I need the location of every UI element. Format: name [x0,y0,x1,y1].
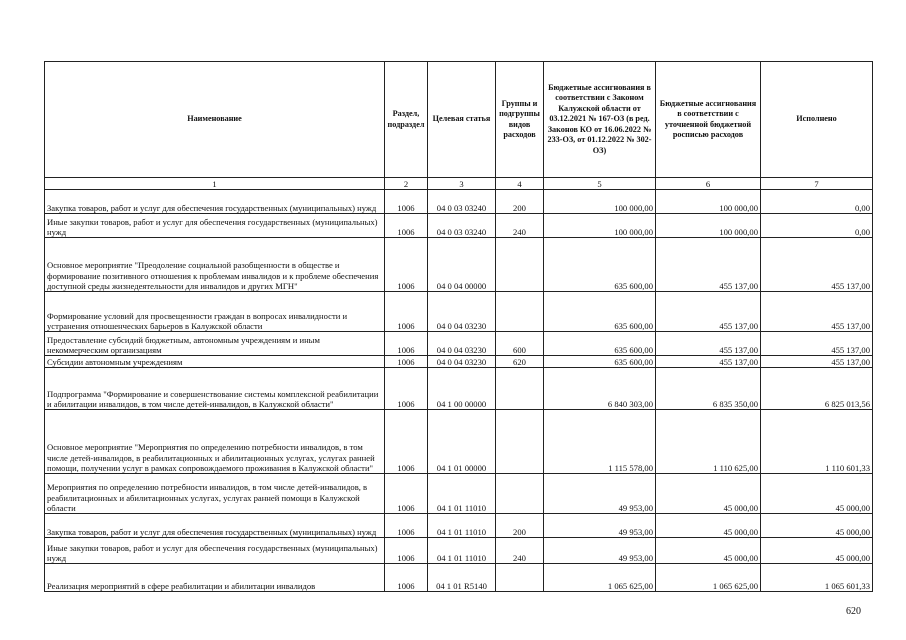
row-executed: 45 000,00 [761,474,873,514]
row-law-allocation: 49 953,00 [544,538,656,564]
row-group [496,238,544,292]
row-group [496,292,544,332]
row-law-allocation: 635 600,00 [544,238,656,292]
row-article: 04 0 04 00000 [428,238,496,292]
row-group: 620 [496,356,544,368]
row-executed: 1 065 601,33 [761,564,873,592]
row-group [496,410,544,474]
row-name: Субсидии автономным учреждениям [45,356,385,368]
row-section: 1006 [385,514,428,538]
row-executed: 455 137,00 [761,292,873,332]
row-name: Формирование условий для просвещенности граждан в вопросах инвалидности и устранения отношенческих барьеров в Калужской области [45,292,385,332]
row-article: 04 1 01 11010 [428,538,496,564]
row-group: 240 [496,538,544,564]
row-refined-allocation: 455 137,00 [656,356,761,368]
row-name: Иные закупки товаров, работ и услуг для обеспечения государственных (муниципальных) нужд [45,538,385,564]
header-executed: Исполнено [761,62,873,178]
row-section: 1006 [385,356,428,368]
row-section: 1006 [385,564,428,592]
column-number: 6 [656,178,761,190]
table-row [45,538,873,564]
row-section: 1006 [385,292,428,332]
row-refined-allocation: 100 000,00 [656,190,761,214]
row-group: 200 [496,514,544,538]
row-law-allocation: 635 600,00 [544,332,656,356]
header-group: Группы и подгруппы видов расходов [496,62,544,178]
row-section: 1006 [385,538,428,564]
row-name: Закупка товаров, работ и услуг для обеспечения государственных (муниципальных) нужд [45,514,385,538]
column-number: 4 [496,178,544,190]
row-section: 1006 [385,190,428,214]
row-refined-allocation: 455 137,00 [656,238,761,292]
header-row [45,62,873,178]
row-section: 1006 [385,410,428,474]
row-law-allocation: 635 600,00 [544,356,656,368]
row-section: 1006 [385,474,428,514]
header-article: Целевая статья [428,62,496,178]
table-row [45,564,873,592]
row-article: 04 0 04 03230 [428,292,496,332]
row-article: 04 0 04 03230 [428,332,496,356]
row-article: 04 0 04 03230 [428,356,496,368]
header-name: Наименование [45,62,385,178]
table-row [45,214,873,238]
row-article: 04 1 01 11010 [428,474,496,514]
row-refined-allocation: 45 000,00 [656,474,761,514]
page-number: 620 [846,606,861,617]
row-executed: 455 137,00 [761,332,873,356]
row-refined-allocation: 45 000,00 [656,514,761,538]
column-number: 7 [761,178,873,190]
row-law-allocation: 100 000,00 [544,214,656,238]
row-name: Основное мероприятие "Преодоление социальной разобщенности в обществе и формирование позитивного отношения к проблемам инвалидов и к проблеме обеспечения доступной среды жизнедеятельности для инвалидов и других МГН" [45,238,385,292]
row-name: Мероприятия по определению потребности инвалидов, в том числе детей-инвалидов, в реабилитационных и абилитационных услугах, услугах ранней помощи в Калужской области [45,474,385,514]
budget-table [44,61,873,592]
table-row [45,238,873,292]
row-section: 1006 [385,238,428,292]
row-refined-allocation: 6 835 350,00 [656,368,761,410]
header-refined-allocation: Бюджетные ассигнования в соответствии с уточненной бюджетной росписью расходов [656,62,761,178]
column-number-row [45,178,873,190]
row-name: Закупка товаров, работ и услуг для обеспечения государственных (муниципальных) нужд [45,190,385,214]
row-article: 04 1 00 00000 [428,368,496,410]
table-row [45,292,873,332]
column-number: 2 [385,178,428,190]
row-name: Предоставление субсидий бюджетным, автономным учреждениям и иным некоммерческим организациям [45,332,385,356]
row-group [496,368,544,410]
row-refined-allocation: 1 110 625,00 [656,410,761,474]
row-executed: 1 110 601,33 [761,410,873,474]
table-row [45,410,873,474]
column-number: 5 [544,178,656,190]
row-law-allocation: 49 953,00 [544,514,656,538]
table-row [45,368,873,410]
row-executed: 45 000,00 [761,538,873,564]
header-law-allocation: Бюджетные ассигнования в соответствии с Законом Калужской области от 03.12.2021 № 167-ОЗ (в ред. Законов КО от 16.06.2022 № 233-ОЗ, от 01.12.2022 № 302-ОЗ) [544,62,656,178]
row-law-allocation: 1 065 625,00 [544,564,656,592]
column-number: 3 [428,178,496,190]
row-group: 240 [496,214,544,238]
row-article: 04 1 01 00000 [428,410,496,474]
row-article: 04 1 01 R5140 [428,564,496,592]
row-executed: 455 137,00 [761,356,873,368]
table-row [45,332,873,356]
row-refined-allocation: 1 065 625,00 [656,564,761,592]
row-group: 600 [496,332,544,356]
row-article: 04 0 03 03240 [428,190,496,214]
row-law-allocation: 635 600,00 [544,292,656,332]
row-executed: 6 825 013,56 [761,368,873,410]
row-executed: 45 000,00 [761,514,873,538]
row-law-allocation: 100 000,00 [544,190,656,214]
table-row [45,190,873,214]
row-executed: 455 137,00 [761,238,873,292]
row-name: Реализация мероприятий в сфере реабилитации и абилитации инвалидов [45,564,385,592]
row-article: 04 1 01 11010 [428,514,496,538]
row-law-allocation: 49 953,00 [544,474,656,514]
row-section: 1006 [385,368,428,410]
row-name: Подпрограмма "Формирование и совершенствование системы комплексной реабилитации и абилитации инвалидов, в том числе детей-инвалидов, в Калужской области" [45,368,385,410]
row-group: 200 [496,190,544,214]
row-law-allocation: 1 115 578,00 [544,410,656,474]
row-refined-allocation: 455 137,00 [656,332,761,356]
row-section: 1006 [385,214,428,238]
table-row [45,356,873,368]
row-name: Основное мероприятие "Мероприятия по определению потребности инвалидов, в том числе детей-инвалидов, в реабилитационных и абилитационных услугах, услугах ранней помощи, получении услуг в рамках сопровождаемого проживания в Калужской области" [45,410,385,474]
table-row [45,474,873,514]
row-section: 1006 [385,332,428,356]
row-article: 04 0 03 03240 [428,214,496,238]
row-law-allocation: 6 840 303,00 [544,368,656,410]
row-group [496,474,544,514]
row-refined-allocation: 455 137,00 [656,292,761,332]
row-group [496,564,544,592]
row-executed: 0,00 [761,214,873,238]
row-refined-allocation: 100 000,00 [656,214,761,238]
row-name: Иные закупки товаров, работ и услуг для обеспечения государственных (муниципальных) нужд [45,214,385,238]
column-number: 1 [45,178,385,190]
row-executed: 0,00 [761,190,873,214]
header-section: Раздел, подраздел [385,62,428,178]
table-row [45,514,873,538]
row-refined-allocation: 45 000,00 [656,538,761,564]
